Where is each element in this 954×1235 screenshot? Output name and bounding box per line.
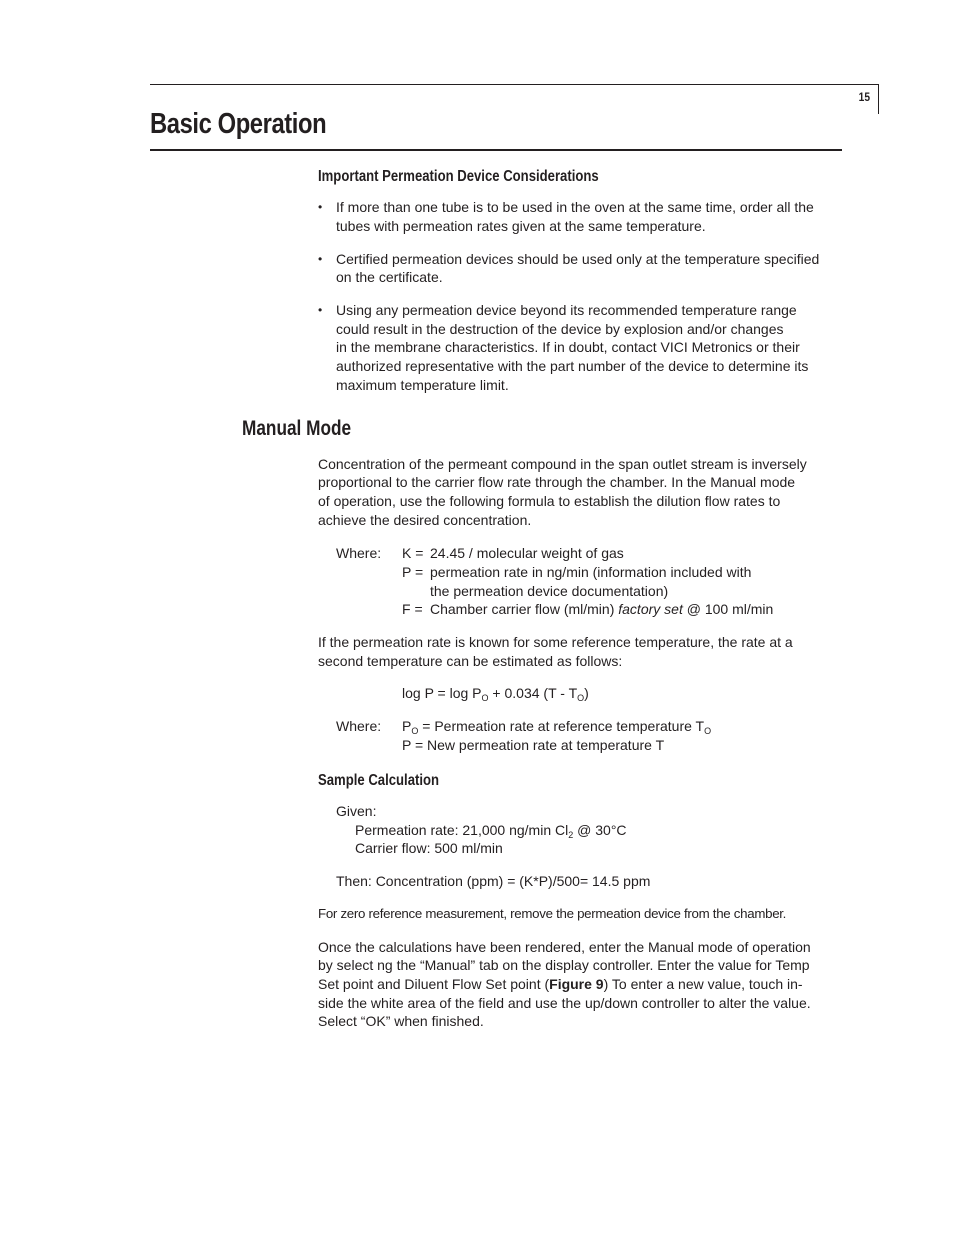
k-label: K =: [402, 545, 424, 561]
f-label: F =: [402, 601, 423, 617]
p-definition-line-2: the permeation device documentation): [430, 583, 669, 599]
bullet-item-3-line-3: in the membrane characteristics. If in doubt, contact VICI Metronics or their: [336, 339, 800, 355]
bullet-item-1-line-1: If more than one tube is to be used in the oven at the same time, order all the: [336, 199, 814, 215]
zero-reference-note: For zero reference measurement, remove the permeation device from the chamber.: [318, 906, 787, 921]
bullet-item-2-line-2: on the certificate.: [336, 269, 443, 285]
final-line-1: Once the calculations have been rendered, enter the Manual mode of operation: [318, 939, 811, 955]
intro-line-3: of operation, use the following formula to establish the dilution flow rates to: [318, 493, 781, 509]
bullet-item-3-line-2: could result in the destruction of the device by explosion and/or changes: [336, 321, 784, 337]
bullet-marker: •: [318, 200, 323, 214]
header-top-rule: [150, 84, 879, 85]
bullet-marker: •: [318, 252, 323, 266]
sample-calculation-heading: Sample Calculation: [318, 772, 440, 789]
bullet-marker: •: [318, 303, 323, 317]
final-line-4: side the white area of the field and use the up/down controller to alter the value.: [318, 995, 811, 1011]
bullet-item-3-line-1: Using any permeation device beyond its recommended temperature range: [336, 302, 797, 318]
final-line-5: Select “OK” when finished.: [318, 1013, 484, 1029]
factory-set-emphasis: factory set: [618, 601, 683, 617]
then-line: Then: Concentration (ppm) = (K*P)/500= 14.5 ppm: [336, 873, 651, 889]
bullet-item-3-line-5: maximum temperature limit.: [336, 377, 509, 393]
p-new-definition: P = New permeation rate at temperature T: [402, 737, 665, 753]
f-definition: Chamber carrier flow (ml/min) factory set @ 100 ml/min: [430, 601, 774, 617]
final-line-2: by select ng the “Manual” tab on the display controller. Enter the value for Temp: [318, 957, 810, 973]
intro-line-1: Concentration of the permeant compound in the span outlet stream is inversely: [318, 456, 807, 472]
bullet-item-1-line-2: tubes with permeation rates given at the same temperature.: [336, 218, 706, 234]
page-number: 15: [858, 90, 870, 104]
manual-mode-heading: Manual Mode: [242, 417, 352, 440]
bullet-item-3-line-4: authorized representative with the part number of the device to determine its: [336, 358, 809, 374]
intro-line-4: achieve the desired concentration.: [318, 512, 532, 528]
where2-label: Where:: [336, 718, 382, 734]
p-definition-line-1: permeation rate in ng/min (information included with: [430, 564, 752, 580]
final-line-3: Set point and Diluent Flow Set point (Figure 9) To enter a new value, touch in-: [318, 976, 803, 992]
considerations-heading: Important Permeation Device Considerations: [318, 168, 599, 185]
po-definition: $P_O$ = Permeation rate at reference temperature $T_O$: [402, 718, 712, 736]
temperature-formula: $\log P = \log P_O + 0.034$ $(T - T_O)$: [402, 685, 589, 703]
figure-9-reference: Figure 9: [549, 976, 604, 992]
permeation-rate-line: Permeation rate: 21,000 ng/min $Cl_2$ @ 30°C: [355, 822, 627, 840]
header-corner-rule: [878, 84, 879, 114]
k-definition: 24.45 / molecular weight of gas: [430, 545, 624, 561]
where-label: Where:: [336, 545, 382, 561]
temp-intro-line-2: second temperature can be estimated as follows:: [318, 653, 623, 669]
temp-intro-line-1: If the permeation rate is known for some reference temperature, the rate at a: [318, 634, 793, 650]
intro-line-2: proportional to the carrier flow rate through the chamber. In the Manual mode: [318, 474, 796, 490]
title-underline: [150, 149, 842, 151]
p-label: P =: [402, 564, 424, 580]
chapter-title: Basic Operation: [150, 108, 327, 140]
bullet-item-2-line-1: Certified permeation devices should be used only at the temperature specified: [336, 251, 820, 267]
carrier-flow-line: Carrier flow: 500 ml/min: [355, 840, 503, 856]
given-label: Given:: [336, 803, 377, 819]
